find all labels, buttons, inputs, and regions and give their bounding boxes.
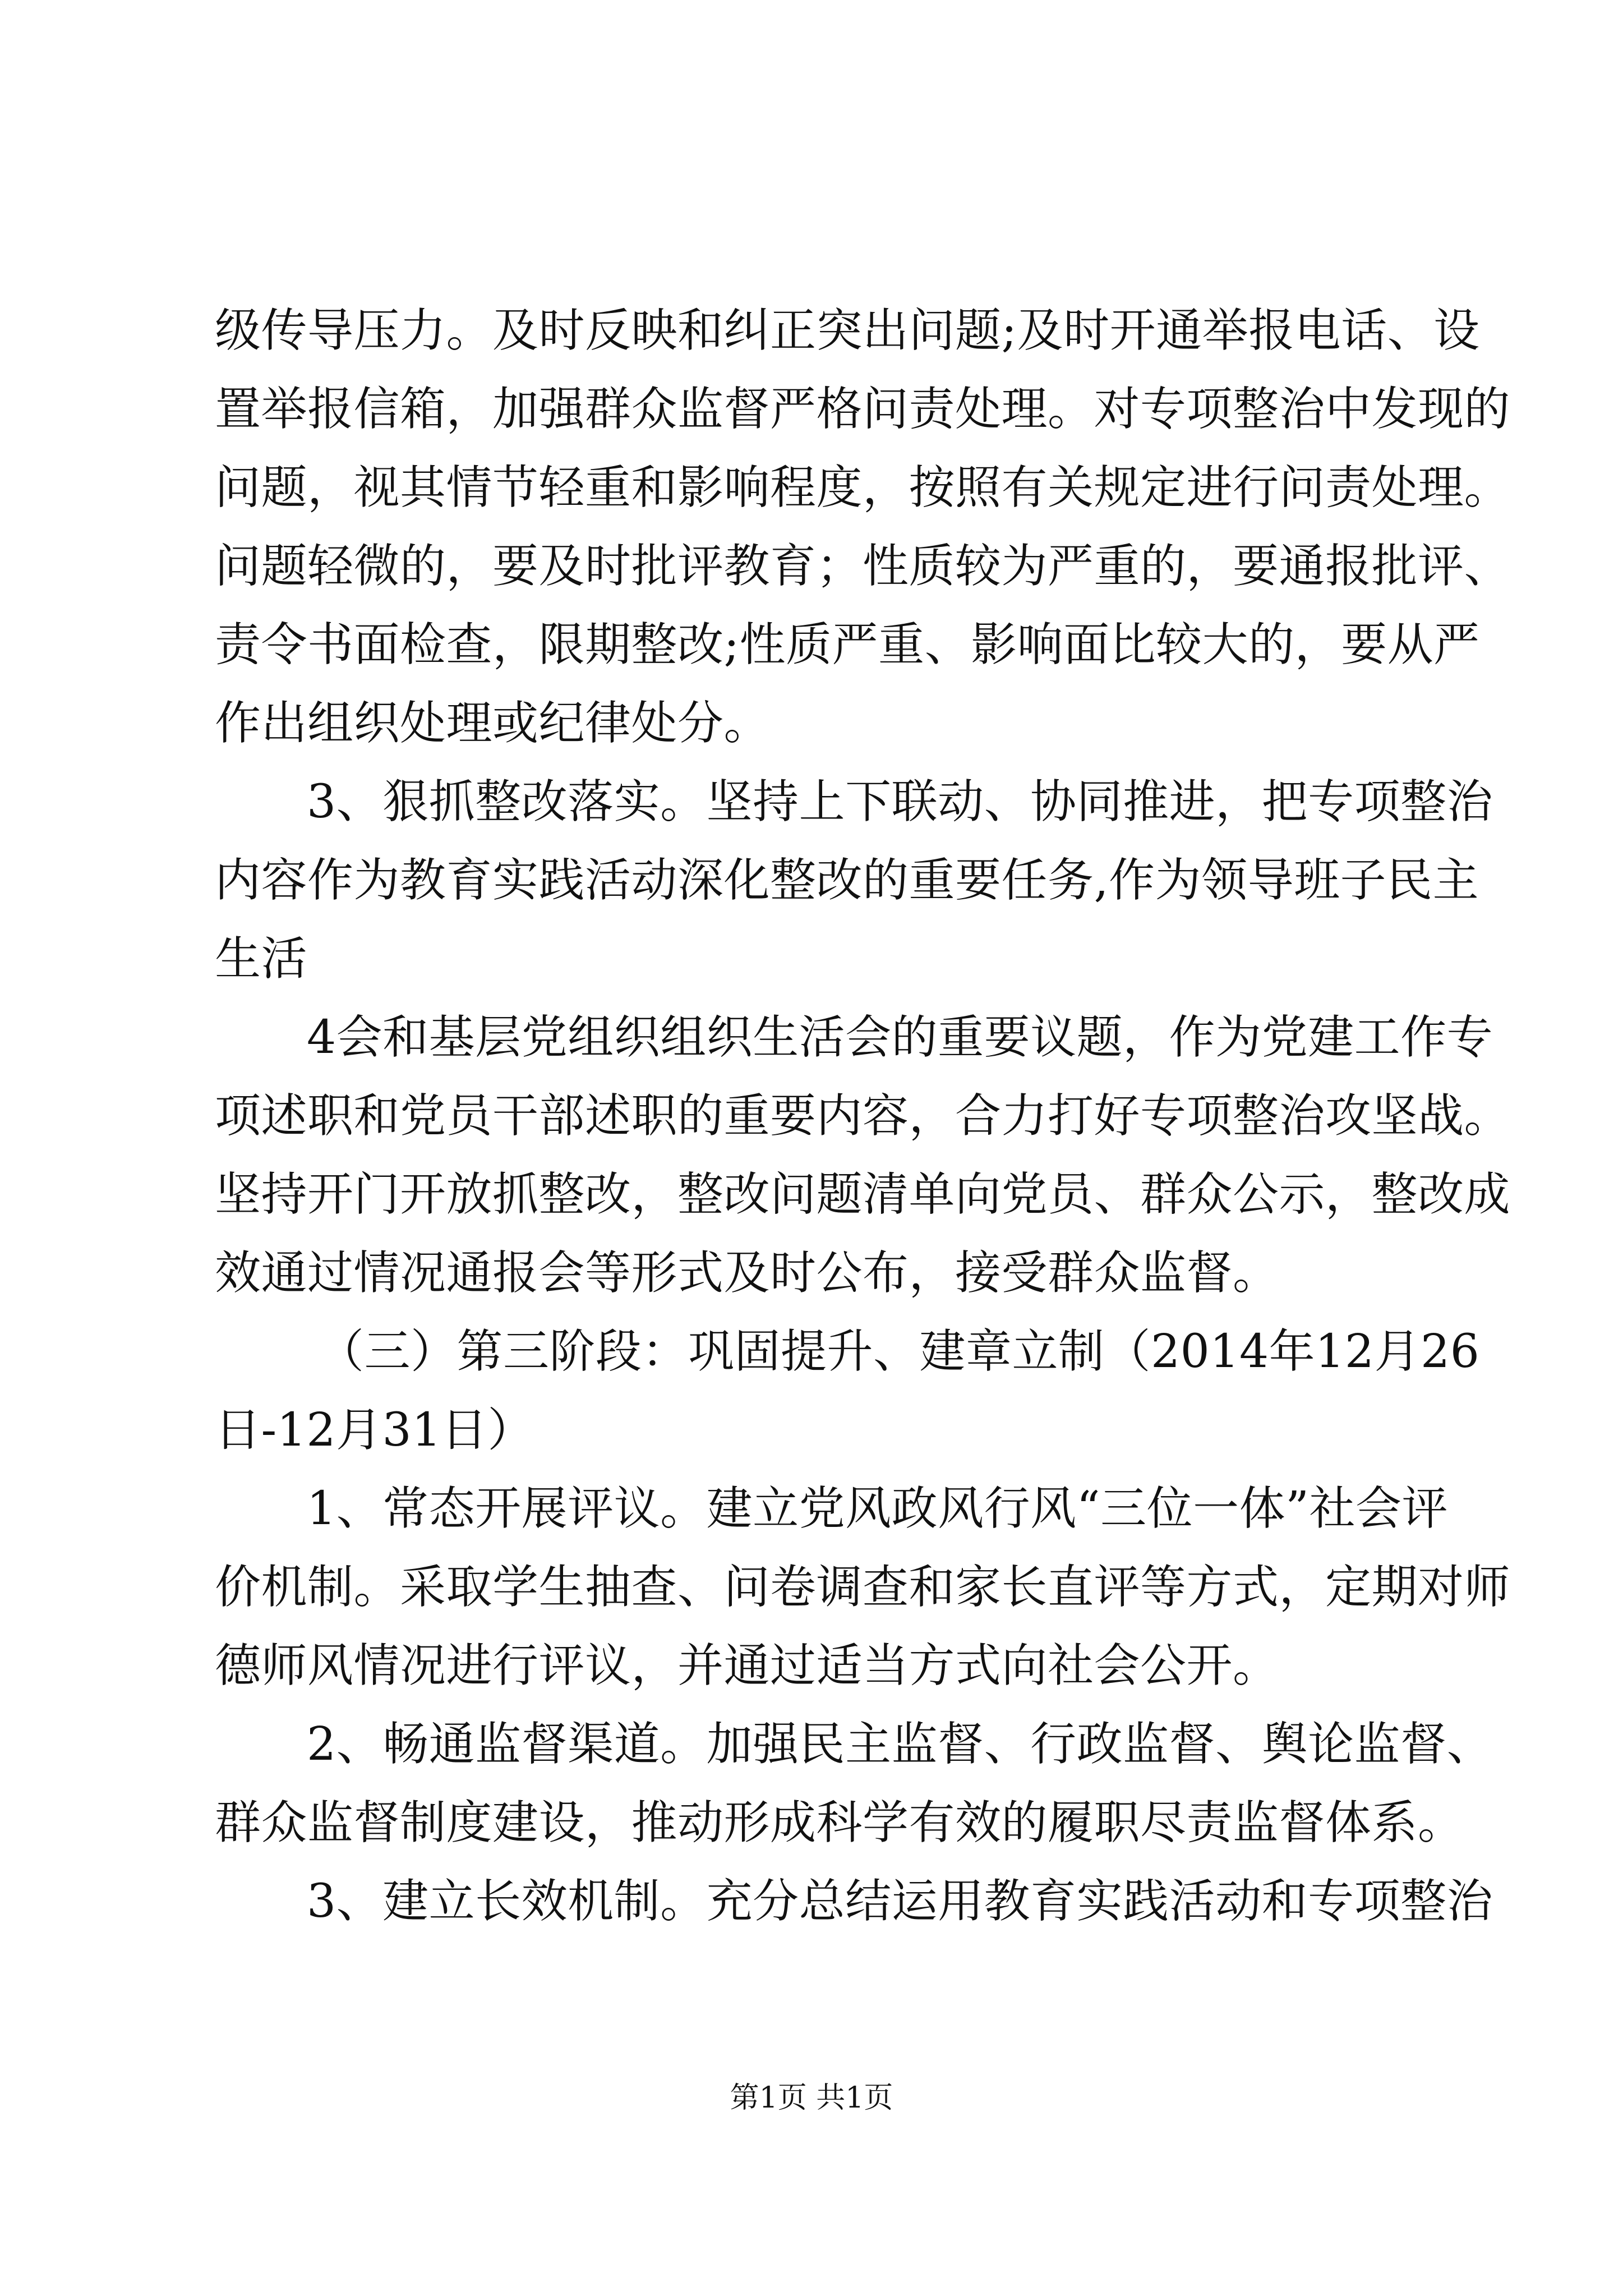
paragraph-line: 4会和基层党组织组织生活会的重要议题，作为党建工作专 [307,1011,1493,1064]
document-body [215,292,1511,1941]
paragraph-line: 2、畅通监督渠道。加强民主监督、行政监督、舆论监督、 [307,1718,1493,1771]
paragraph-line: 级传导压力。及时反映和纠正突出问题;及时开通举报电话、设 [215,304,1480,357]
paragraph-line: 责令书面检查，限期整改;性质严重、影响面比较大的，要从严 [215,618,1480,671]
paragraph-line: 问题轻微的，要及时批评教育；性质较为严重的，要通报批评、 [215,540,1511,593]
paragraph-line: 内容作为教育实践活动深化整改的重要任务,作为领导班子民主 [215,854,1479,907]
section-heading-line: （三）第三阶段：巩固提升、建章立制（2014年12月26 [318,1325,1480,1378]
paragraph-line: 3、狠抓整改落实。坚持上下联动、协同推进，把专项整治 [307,775,1493,829]
paragraph-line: 问题，视其情节轻重和影响程度，按照有关规定进行问责处理。 [215,461,1511,514]
paragraph-line: 效通过情况通报会等形式及时公布，接受群众监督。 [215,1246,1279,1300]
paragraph-line: 作出组织处理或纪律处分。 [215,697,771,750]
page-footer [0,2076,1623,2120]
paragraph-line: 1、常态开展评议。建立党风政风行风“三位一体”社会评 [307,1482,1449,1535]
paragraph-line: 价机制。采取学生抽查、问卷调查和家长直评等方式，定期对师 [215,1561,1511,1614]
paragraph-line: 坚持开门开放抓整改，整改问题清单向党员、群众公示，整改成 [215,1168,1511,1221]
paragraph-line: 生活 [215,932,308,986]
paragraph-line: 置举报信箱，加强群众监督严格问责处理。对专项整治中发现的 [215,383,1511,436]
paragraph-line: 群众监督制度建设，推动形成科学有效的履职尽责监督体系。 [215,1796,1464,1849]
page-number-label: 第1页 共1页 [730,2081,893,2115]
paragraph-line: 3、建立长效机制。充分总结运用教育实践活动和专项整治 [307,1875,1493,1928]
section-heading-line: 日-12月31日） [215,1404,534,1457]
paragraph-line: 项述职和党员干部述职的重要内容，合力打好专项整治攻坚战。 [215,1089,1511,1143]
paragraph-line: 德师风情况进行评议，并通过适当方式向社会公开。 [215,1639,1279,1692]
